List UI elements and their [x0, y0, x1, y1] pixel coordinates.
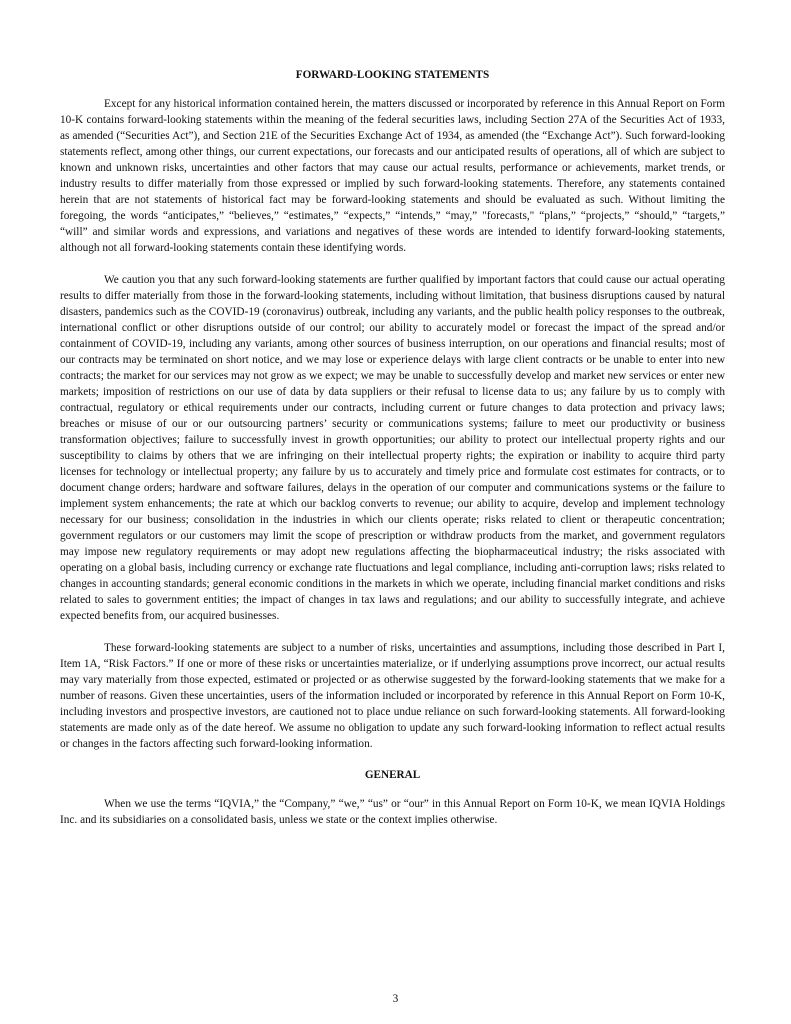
paragraph-caution-factors: We caution you that any such forward-looking statements are further qualified by important factors that could cause our actual operating results to differ materially from those in the forward-looking statements, including without limitation, that business disruptions caused by natural disasters, pandemics such as the COVID-19 (coronavirus) outbreak, including any variants, and the public health policy responses to the outbreak, international conflict or other disruptions outside of our control; our ability to accurately model or forecast the impact of the spread and/or containment of COVID-19, including any variants, among other sources of business interruption, on our operations and financial results; most of our contracts may be terminated on short notice, and we may lose or experience delays with large client contracts or be unable to enter into new contracts; the market for our services may not grow as we expect; we may be unable to successfully develop and market new services or enter new markets; imposition of restrictions on our use of data by data suppliers or their refusal to license data to us; any failure by us to comply with contractual, regulatory or ethical requirements under our contracts, including current or future changes to data protection and privacy laws; breaches or misuse of our or our outsourcing partners’ security or communications systems; failure to meet our productivity or business transformation objectives; failure to successfully invest in growth opportunities; our ability to protect our intellectual property rights and our susceptibility to claims by others that we are infringing on their intellectual property rights; the expiration or inability to acquire third party licenses for technology or intellectual property; any failure by us to accurately and timely price and formulate cost estimates for contracts, or to document change orders; hardware and software failures, delays in the operation of our computer and communications systems or the failure to implement system enhancements; the rate at which our backlog converts to revenue; our ability to acquire, develop and implement technology necessary for our business; consolidation in the industries in which our clients operate; risks related to client or therapeutic concentration; government regulators or our customers may limit the scope of prescription or withdraw products from the market, and government regulators may impose new regulatory requirements or may adopt new regulations affecting the biopharmaceutical industry; the risks associated with operating on a global basis, including currency or exchange rate fluctuations and legal compliance, including anti-corruption laws; risks related to changes in accounting standards; general economic conditions in the markets in which we operate, including financial market conditions and risks related to sales to government entities; the impact of changes in tax laws and regulations; and our ability to successfully integrate, and achieve expected benefits from, our acquired businesses. [60, 274, 725, 622]
paragraph-risks-uncertainties: These forward-looking statements are subject to a number of risks, uncertainties and assumptions, including those described in Part I, Item 1A, “Risk Factors.” If one or more of these risks or uncertainties materialize, or if underlying assumptions prove incorrect, our actual results may vary materially from those expected, estimated or projected or as otherwise suggested by the forward-looking statements that we make for a number of reasons. Given these uncertainties, users of the information included or incorporated by reference in this Annual Report on Form 10-K, including investors and prospective investors, are cautioned not to place undue reliance on such forward-looking statements. All forward-looking statements are made only as of the date hereof. We assume no obligation to update any such forward-looking information to reflect actual results or changes in the factors affecting such forward-looking information. [60, 642, 725, 750]
paragraph-terms-definition: When we use the terms “IQVIA,” the “Company,” “we,” “us” or “our” in this Annual Report on Form 10-K, we mean IQVIA Holdings Inc. and its subsidiaries on a consolidated basis, unless we state or the context implies otherwise. [60, 798, 725, 826]
section-heading-general: GENERAL [364, 769, 421, 781]
section-heading-forward-looking-statements: FORWARD-LOOKING STATEMENTS [295, 69, 490, 81]
paragraph-historical-information: Except for any historical information contained herein, the matters discussed or incorporated by reference in this Annual Report on Form 10-K contains forward-looking statements within the meaning of the federal securities laws, including Section 27A of the Securities Act of 1933, as amended (“Securities Act”), and Section 21E of the Securities Exchange Act of 1934, as amended (the “Exchange Act”). Such forward-looking statements reflect, among other things, our current expectations, our forecasts and our anticipated results of operations, all of which are subject to known and unknown risks, uncertainties and other factors that may cause our actual results, performance or achievements, market trends, or industry results to differ materially from those expressed or implied by such forward-looking statements. Therefore, any statements contained herein that are not statements of historical fact may be forward-looking statements and should be evaluated as such. Without limiting the foregoing, the words “anticipates,” “believes,” “estimates,” “expects,” “intends,” “may,” "forecasts," “plans,” “projects,” “should,” “targets,” “will” and similar words and expressions, and variations and negatives of these words are intended to identify forward-looking statements, although not all forward-looking statements contain these identifying words. [60, 98, 725, 254]
page-number: 3 [392, 993, 399, 1005]
page-content [60, 68, 725, 844]
